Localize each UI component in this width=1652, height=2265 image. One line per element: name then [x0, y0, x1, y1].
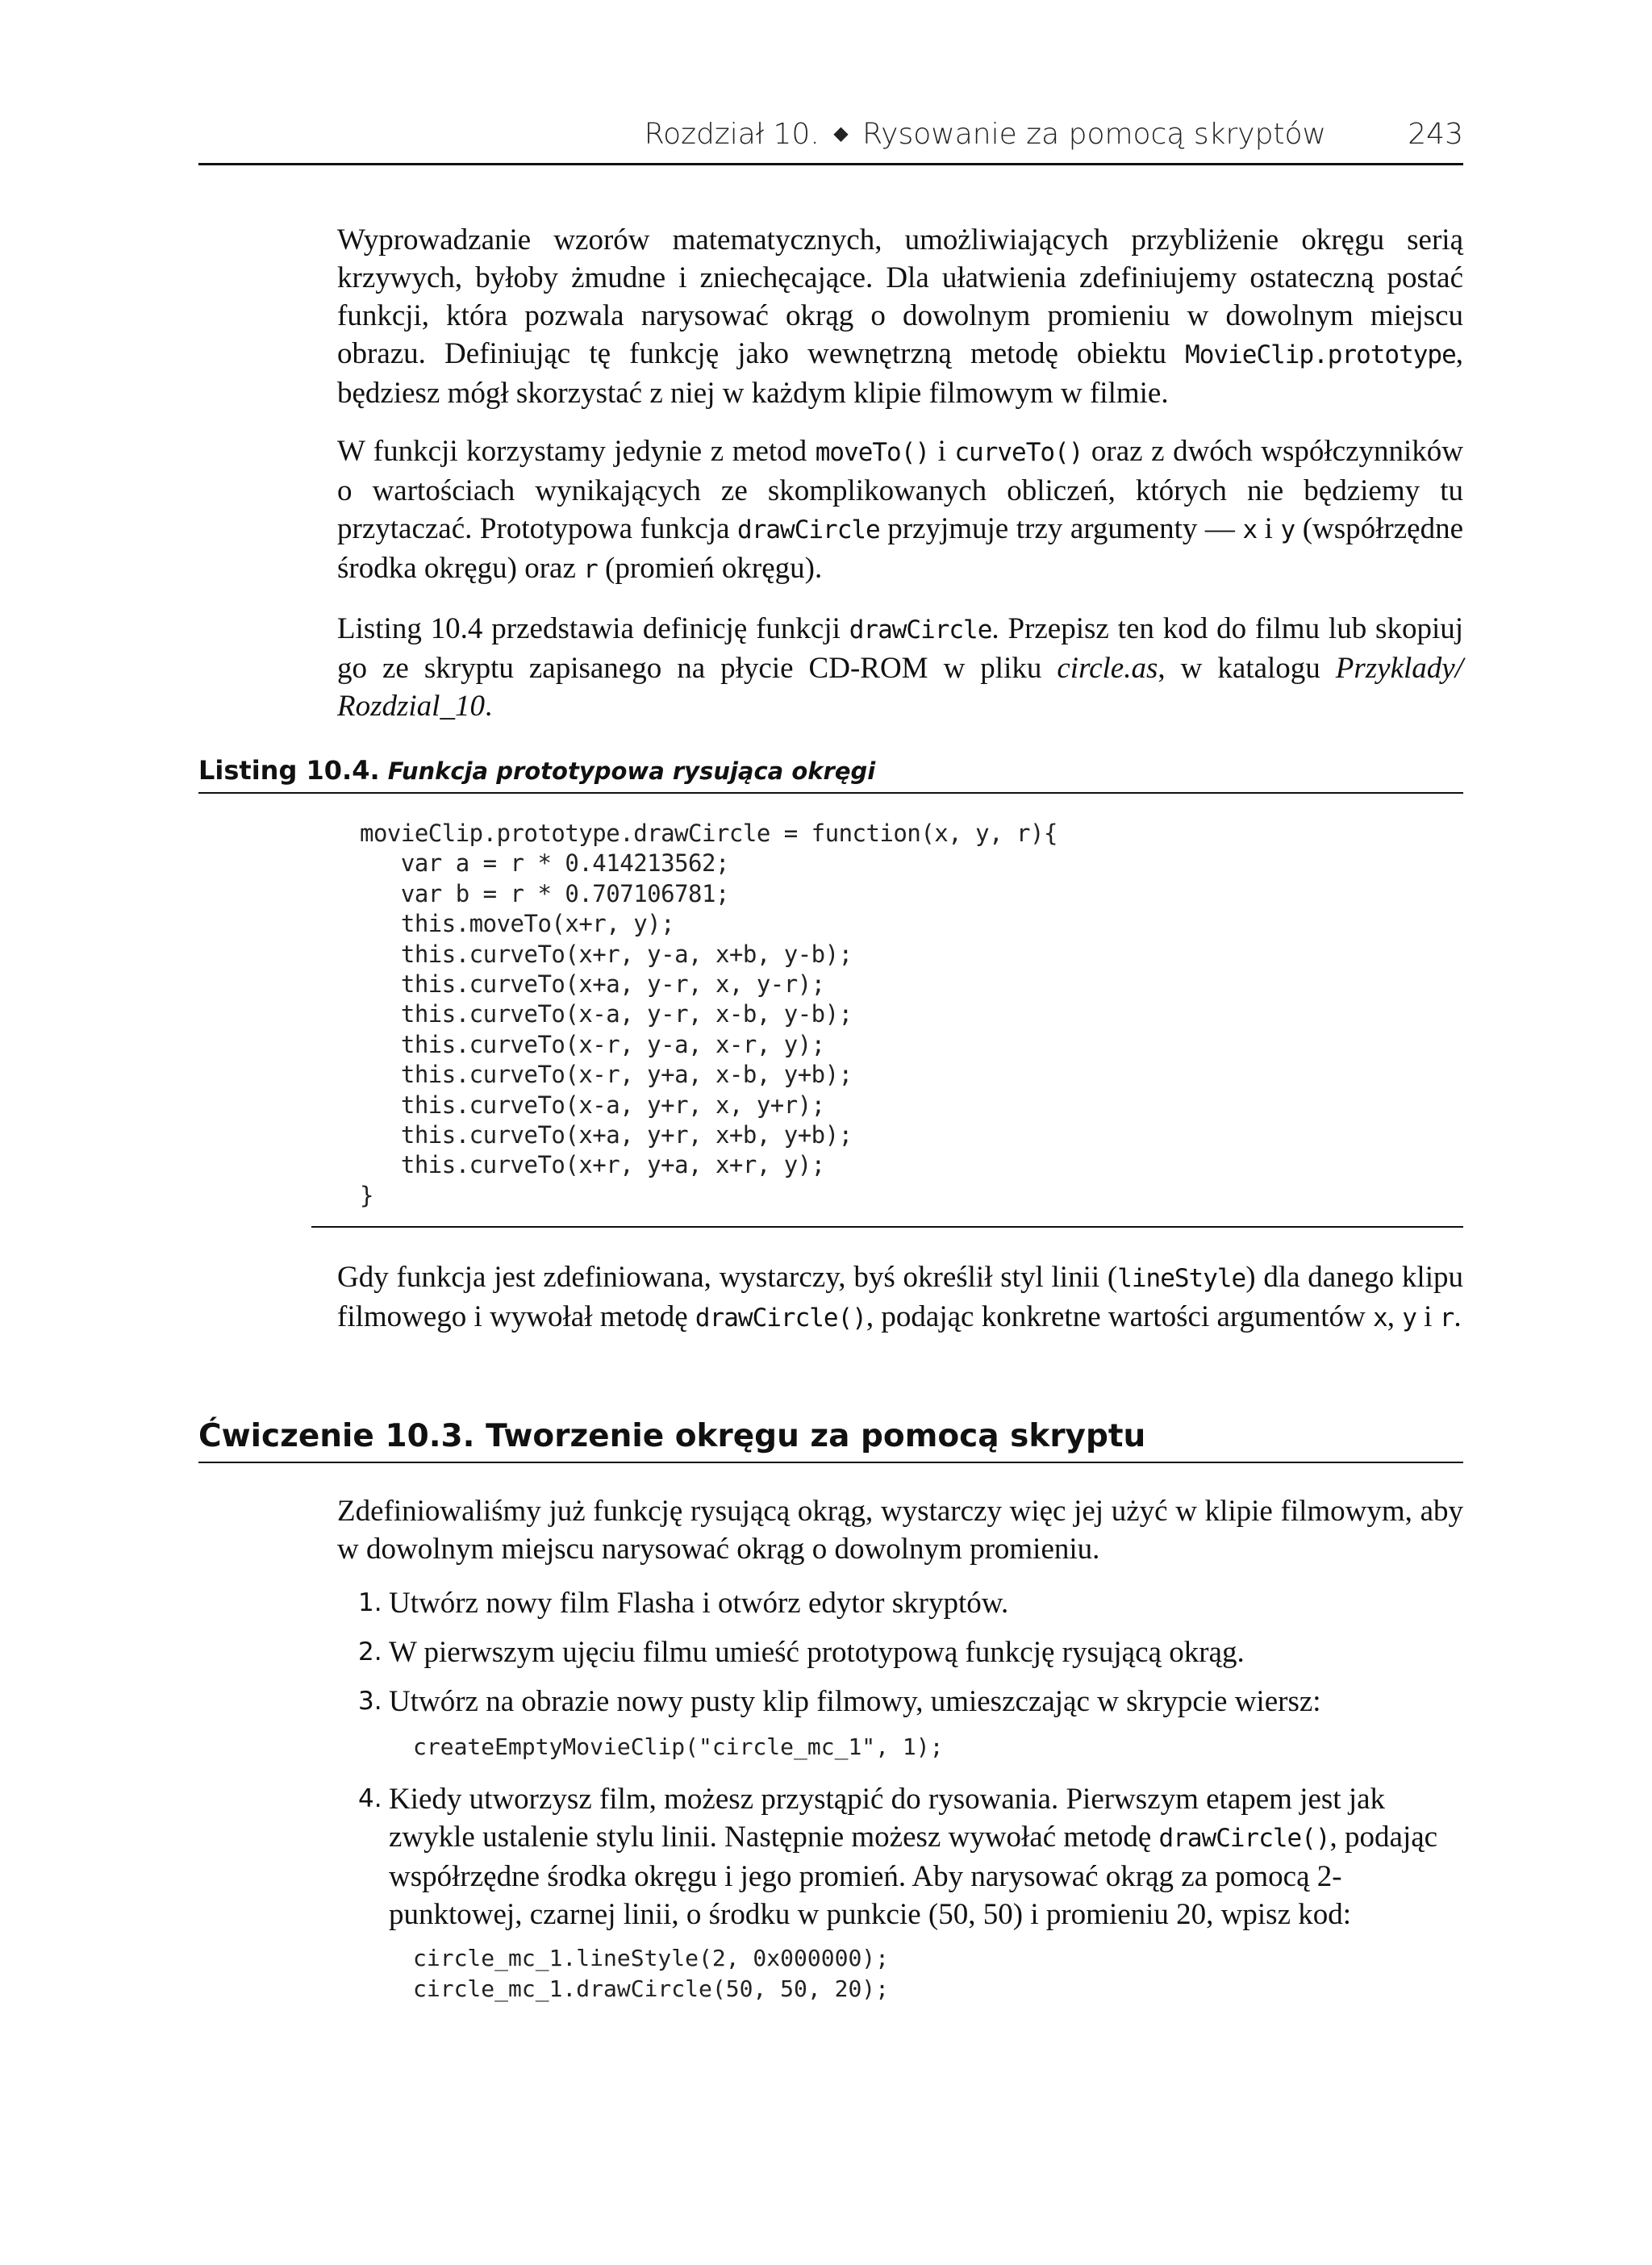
listing-title: Funkcja prototypowa rysująca okręgi [387, 757, 876, 785]
step-text: Kiedy utworzysz film, możesz przystąpić do rysowania. Pierwszym etapem jest jak zwykle ustalenie stylu linii. Następnie możesz wywołać metodę drawCircle(), podając współrzędne środka okręgu i jego promień. Aby narysować okrąg za pomocą 2-punktowej, czarnej linii, o środku w punkcie (50, 50) i promieniu 20, wpisz kod: [389, 1783, 1438, 1931]
step-code-line: circle_mc_1.lineStyle(2, 0x000000); [413, 1945, 890, 1971]
code-line: movieClip.prototype.drawCircle = function(x, y, r){ [360, 820, 1058, 847]
code-line: this.curveTo(x+r, y-a, x+b, y-b); [360, 940, 853, 968]
inline-code: drawCircle() [695, 1304, 866, 1333]
running-header [198, 111, 1463, 165]
code-line: this.curveTo(x-a, y+r, x, y+r); [360, 1091, 825, 1119]
inline-code: drawCircle [849, 615, 992, 644]
inline-code: y [1280, 515, 1295, 544]
page-number: 243 [1408, 118, 1463, 151]
inline-code: x [1373, 1304, 1387, 1333]
steps-list [355, 1584, 1463, 2004]
list-item [355, 1633, 1463, 1671]
code-line: this.curveTo(x-a, y-r, x-b, y-b); [360, 1000, 853, 1028]
code-line: this.moveTo(x+r, y); [360, 910, 675, 938]
code-line: this.curveTo(x+a, y-r, x, y-r); [360, 970, 825, 999]
code-line: var b = r * 0.707106781; [360, 879, 729, 907]
code-line: var a = r * 0.414213562; [360, 849, 729, 878]
inline-code: y [1402, 1304, 1416, 1333]
code-listing [360, 819, 1408, 1211]
paragraph-2: W funkcji korzystamy jedynie z metod moveTo() i curveTo() oraz z dwóch współczynników o wartościach wynikających ze skomplikowanych obliczeń, których nie będziemy tu przytaczać. Prototypowa funkcja drawCircle przyjmuje trzy argumenty — x i y (współrzędne środka okręgu) oraz r (promień okręgu). [337, 435, 1464, 585]
step-code-block [355, 1943, 1463, 2004]
chapter-title [645, 118, 1326, 151]
chapter-name: Rysowanie za pomocą skryptów [862, 118, 1326, 151]
folder-path: Przyklady/ Rozdzial_10 [337, 652, 1464, 723]
chapter-number: Rozdział 10. [644, 118, 820, 151]
code-line: this.curveTo(x+a, y+r, x+b, y+b); [360, 1121, 853, 1149]
step-code-line: createEmptyMovieClip("circle_mc_1", 1); [413, 1733, 944, 1760]
diamond-separator-icon: ◆ [833, 122, 849, 144]
paragraph-2-block [337, 432, 1463, 589]
paragraph-5-block [337, 1492, 1463, 1568]
list-item [355, 1683, 1463, 1721]
step-text: Utwórz na obrazie nowy pusty klip filmowy, umieszczając w skrypcie wiersz: [389, 1685, 1321, 1718]
step-code-line: circle_mc_1.drawCircle(50, 50, 20); [413, 1975, 890, 2002]
code-line: } [360, 1181, 373, 1209]
list-item [355, 1780, 1463, 1933]
inline-code: lineStyle [1117, 1264, 1246, 1293]
inline-code: MovieClip.prototype [1185, 340, 1456, 369]
section-heading: Ćwiczenie 10.3. Tworzenie okręgu za pomocą skryptu [198, 1418, 1463, 1463]
code-line: this.curveTo(x-r, y-a, x-r, y); [360, 1030, 825, 1058]
list-item [355, 1584, 1463, 1622]
paragraph-1: Wyprowadzanie wzorów matematycznych, umożliwiających przybliżenie okręgu serią krzywych, byłoby żmudne i zniechęcające. Dla ułatwienia zdefiniujemy ostateczną postać funkcji, która pozwala narysować okrąg o dowolnym promieniu w dowolnym miejscu obrazu. Definiując tę funkcję jako wewnętrzną metodę obiektu MovieClip.prototype, będziesz mógł skorzystać z niej w każdym klipie filmowym w filmie. [337, 223, 1463, 410]
step-number: 4. [358, 1784, 382, 1813]
listing-label: Listing 10.4. [198, 755, 380, 786]
step-number: 2. [358, 1637, 382, 1666]
inline-code: moveTo() [815, 438, 930, 467]
step-text: W pierwszym ujęciu filmu umieść prototypową funkcję rysującą okrąg. [389, 1636, 1245, 1669]
listing-end-divider [311, 1226, 1463, 1228]
step-number: 1. [358, 1588, 382, 1617]
inline-code: drawCircle [737, 515, 880, 544]
listing-caption [198, 755, 1463, 794]
step-text: Utwórz nowy film Flasha i otwórz edytor skryptów. [389, 1587, 1009, 1620]
paragraph-4-block [337, 1258, 1463, 1337]
inline-code: x [1242, 515, 1258, 544]
inline-code: curveTo() [954, 438, 1083, 467]
code-line: this.curveTo(x+r, y+a, x+r, y); [360, 1151, 825, 1179]
inline-code: r [1439, 1304, 1454, 1333]
paragraph-1-block [337, 221, 1463, 412]
inline-code: r [583, 555, 598, 584]
code-line: this.curveTo(x-r, y+a, x-b, y+b); [360, 1061, 853, 1089]
step-number: 3. [358, 1687, 382, 1716]
paragraph-3-block [337, 610, 1463, 725]
paragraph-4: Gdy funkcja jest zdefiniowana, wystarczy, byś określił styl linii (lineStyle) dla danego klipu filmowego i wywołał metodę drawCircle(), podając konkretne wartości argumentów x, y i r. [337, 1261, 1463, 1333]
inline-code: drawCircle() [1158, 1824, 1330, 1853]
file-name: circle.as [1057, 652, 1158, 685]
paragraph-5: Zdefiniowaliśmy już funkcję rysującą okrąg, wystarczy więc jej użyć w klipie filmowym, aby w dowolnym miejscu narysować okrąg o dowolnym promieniu. [337, 1495, 1463, 1566]
paragraph-3: Listing 10.4 przedstawia definicję funkcji drawCircle. Przepisz ten kod do filmu lub skopiuj go ze skryptu zapisanego na płycie CD-ROM w pliku circle.as, w katalogu Przyklady/ Rozdzial_10. [337, 612, 1464, 723]
